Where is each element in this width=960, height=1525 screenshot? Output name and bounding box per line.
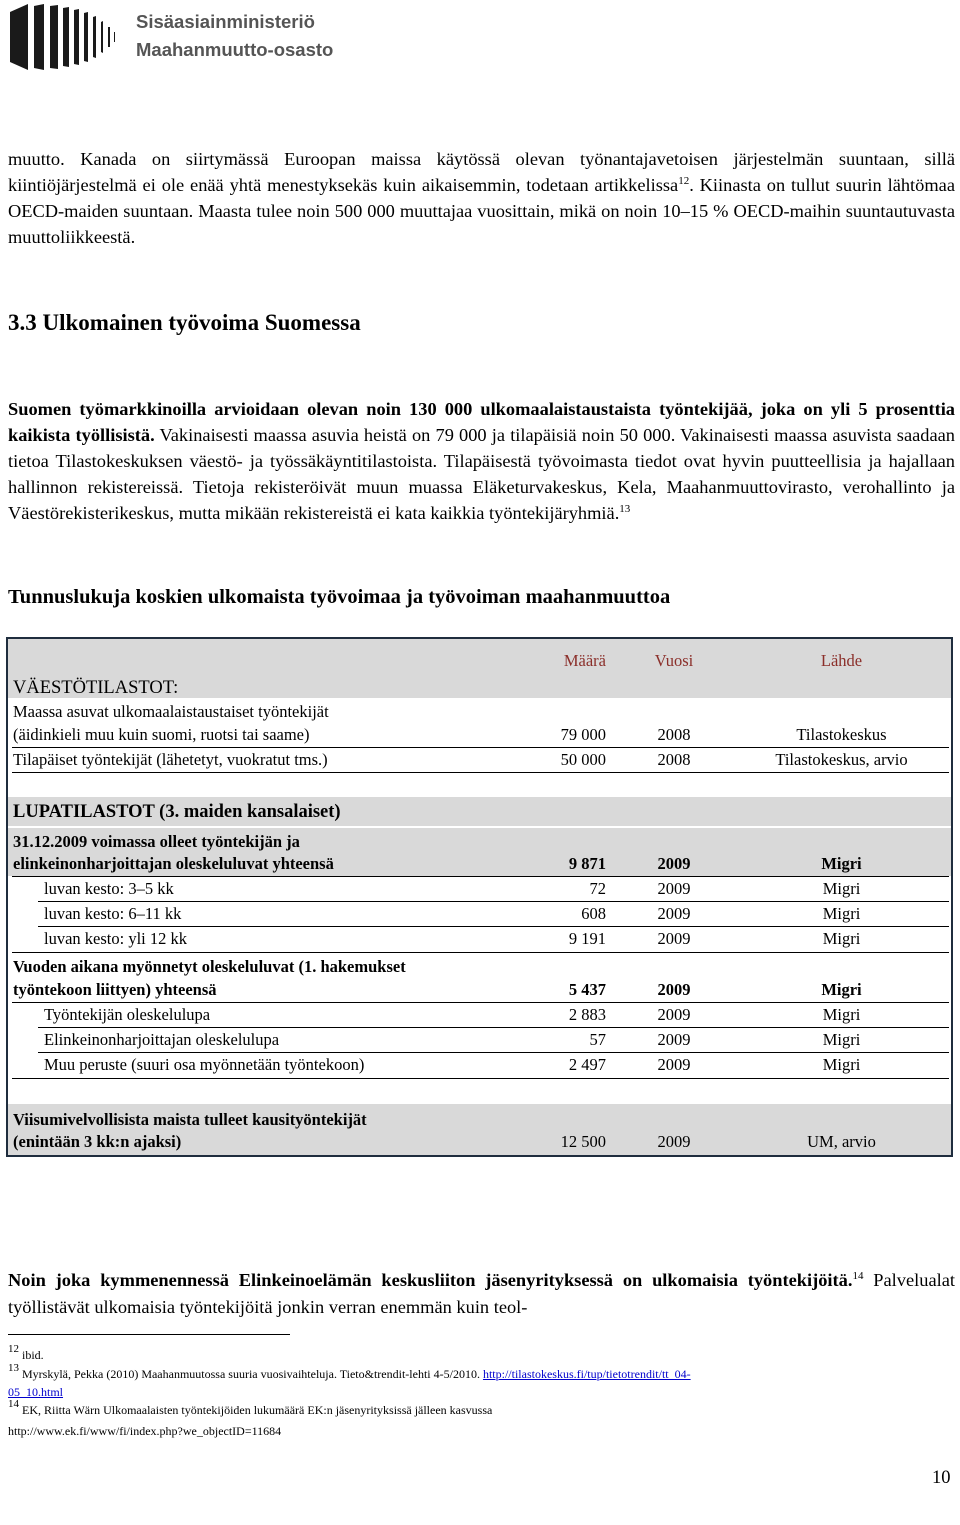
page-header	[0, 0, 960, 75]
footnote-13-link[interactable]: http://tilastokeskus.fi/tup/tietotrendit/tt_04-	[482, 1367, 691, 1381]
row-divider	[12, 1078, 949, 1079]
section-body: Vakinaisesti maassa asuvia heistä on 79 000 ja tilapäisiä noin 50 000. Vakinaisesti maassa asuvista saadaan tietoa Tilastokeskuksen väestö- ja työssäkäyntitilastoista. Tilapäisestä työvoimasta tiedot ovat hyvin puutteellisia ja hajallaan hallinnon rekistereissä. Tietoja rekisteröivät muun muassa Eläketurvakeskus, Kela, Maahanmuuttovirasto, verohallinto ja Väestörekisterikeskus, mutta mikään rekistereistä ei kata kaikkia työntekijäryhmiä.	[8, 425, 955, 523]
intro-paragraph	[8, 146, 955, 250]
ministry-name: Sisäasiainministeriö	[136, 11, 315, 32]
col-header-year: Vuosi	[654, 651, 694, 670]
footnote-14	[8, 1398, 493, 1419]
col-header-amount: Määrä	[563, 651, 606, 670]
intro-text-2: . Kiinasta on tullut suurin lähtömaa OECD-maiden suuntaan. Maasta tulee noin 500 000 muuttajaa vuosittain, mikä on noin 10–15 % OECD-maihin suuntautuvasta muuttoliikkeestä.	[8, 175, 955, 247]
row-year: 2009	[657, 854, 691, 873]
vaesto-heading: VÄESTÖTILASTOT:	[13, 678, 179, 698]
footnote-ref-13: 13	[619, 503, 631, 515]
row-source: Migri	[821, 980, 862, 999]
footnote-13	[8, 1362, 691, 1383]
row-year: 2008	[657, 725, 691, 744]
lupa-heading: LUPATILASTOT (3. maiden kansalaiset)	[13, 802, 341, 822]
footnote-separator	[8, 1334, 290, 1335]
section-paragraph	[8, 396, 955, 526]
ministry-logo	[6, 2, 124, 72]
section-heading: 3.3 Ulkomainen työvoima Suomessa	[8, 310, 361, 335]
row-label-cont: elinkeinonharjoittajan oleskeluluvat yhteensä	[13, 854, 334, 873]
sub-row-source: Migri	[822, 904, 861, 923]
footnote-number: 14	[8, 1398, 19, 1410]
row-source: Tilastokeskus, arvio	[775, 750, 908, 769]
statistics-table	[6, 637, 953, 1157]
department-name: Maahanmuutto-osasto	[136, 39, 334, 60]
row-amount: 9 871	[568, 854, 606, 873]
row-label: Tilapäiset työntekijät (lähetetyt, vuokratut tms.)	[13, 750, 328, 769]
intro-text-1: muutto. Kanada on siirtymässä Euroopan maissa käytössä olevan työnantajavetoisen järjestelmän suuntaan, sillä kiintiöjärjestelmä ei ole enää yhtä menestyksekäs kuin aikaisemmin, todetaan artikkelissa	[8, 149, 955, 195]
footnote-14-url: http://www.ek.fi/www/fi/index.php?we_objectID=11684	[8, 1424, 282, 1438]
sub-row-year: 2009	[657, 929, 691, 948]
sub-row-label: luvan kesto: yli 12 kk	[44, 929, 187, 948]
sub-row-source: Migri	[822, 929, 861, 948]
sub-row-label: luvan kesto: 6–11 kk	[44, 904, 182, 923]
footnote-number: 13	[8, 1362, 19, 1374]
row-label: 31.12.2009 voimassa olleet työntekijän ja	[13, 832, 300, 851]
row-divider	[12, 772, 949, 773]
row-amount: 12 500	[560, 1132, 606, 1151]
table-title: Tunnuslukuja koskien ulkomaista työvoimaa ja työvoiman maahanmuuttoa	[8, 586, 671, 608]
footnote-number: 12	[8, 1343, 19, 1355]
footnote-text: Myrskylä, Pekka (2010) Maahanmuutossa suuria vuosivaihteluja. Tieto&trendit-lehti 4-5/2010.	[19, 1367, 483, 1381]
page-number: 10	[932, 1468, 951, 1488]
bottom-bold-lead: Noin joka kymmenennessä Elinkeinoelämän keskusliiton jäsenyrityksessä on ulkomaisia työntekijöitä.	[8, 1270, 853, 1290]
col-header-source: Lähde	[820, 651, 863, 670]
sub-row-year: 2009	[657, 1055, 691, 1074]
sub-row-amount: 72	[589, 879, 606, 898]
sub-row-year: 2009	[657, 904, 691, 923]
sub-row-label: Muu peruste (suuri osa myönnetään työntekoon)	[44, 1055, 365, 1074]
sub-row-amount: 9 191	[568, 929, 606, 948]
row-amount: 79 000	[560, 725, 606, 744]
row-year: 2009	[657, 1132, 691, 1151]
row-year: 2009	[657, 980, 691, 999]
row-amount: 50 000	[560, 750, 606, 769]
sub-row-source: Migri	[822, 1005, 861, 1024]
sub-row-amount: 2 497	[568, 1055, 606, 1074]
sub-row-label: Elinkeinonharjoittajan oleskelulupa	[44, 1030, 280, 1049]
row-amount: 5 437	[568, 980, 606, 999]
row-label: Viisumivelvollisista maista tulleet kausityöntekijät	[13, 1110, 367, 1129]
row-label: Maassa asuvat ulkomaalaistaustaiset työntekijät	[13, 702, 329, 721]
sub-row-amount: 608	[581, 904, 606, 923]
row-label-cont: (äidinkieli muu kuin suomi, ruotsi tai saame)	[13, 725, 310, 744]
sub-row-source: Migri	[822, 1030, 861, 1049]
row-source: UM, arvio	[807, 1132, 876, 1151]
footnote-ref-12: 12	[678, 175, 690, 187]
sub-row-source: Migri	[822, 879, 861, 898]
sub-row-year: 2009	[657, 879, 691, 898]
sub-row-year: 2009	[657, 1030, 691, 1049]
row-label: Vuoden aikana myönnetyt oleskeluluvat (1. hakemukset	[13, 957, 406, 976]
footnote-text: EK, Riitta Wärn Ulkomaalaisten työntekijöiden lukumäärä EK:n jäsenyrityksissä jälleen kasvussa	[19, 1403, 493, 1417]
bottom-paragraph	[8, 1267, 955, 1321]
sub-row-amount: 2 883	[568, 1005, 606, 1024]
sub-row-amount: 57	[589, 1030, 606, 1049]
row-source: Tilastokeskus	[796, 725, 887, 744]
org-name	[136, 8, 333, 64]
row-label-cont: työntekoon liittyen) yhteensä	[13, 980, 217, 999]
section-bold-lead: Suomen työmarkkinoilla arvioidaan olevan noin 130 000 ulkomaalaistaustaista työntekijää, joka on yli 5 prosenttia kaikista työllisistä.	[8, 399, 955, 445]
sub-row-source: Migri	[822, 1055, 861, 1074]
footnote-ref-14: 14	[852, 1270, 864, 1282]
bottom-body: Palvelualat työllistävät ulkomaisia työntekijöitä jonkin verran enemmän kuin teol-	[8, 1270, 955, 1317]
row-source: Migri	[821, 854, 862, 873]
row-year: 2008	[657, 750, 691, 769]
footnote-13-link-cont[interactable]: 05_10.html	[8, 1385, 64, 1399]
sub-row-label: Työntekijän oleskelulupa	[44, 1005, 211, 1024]
sub-row-label: luvan kesto: 3–5 kk	[44, 879, 174, 898]
row-divider	[12, 952, 949, 953]
row-label-cont: (enintään 3 kk:n ajaksi)	[13, 1132, 182, 1151]
sub-row-year: 2009	[657, 1005, 691, 1024]
footnote-text: ibid.	[19, 1348, 44, 1362]
